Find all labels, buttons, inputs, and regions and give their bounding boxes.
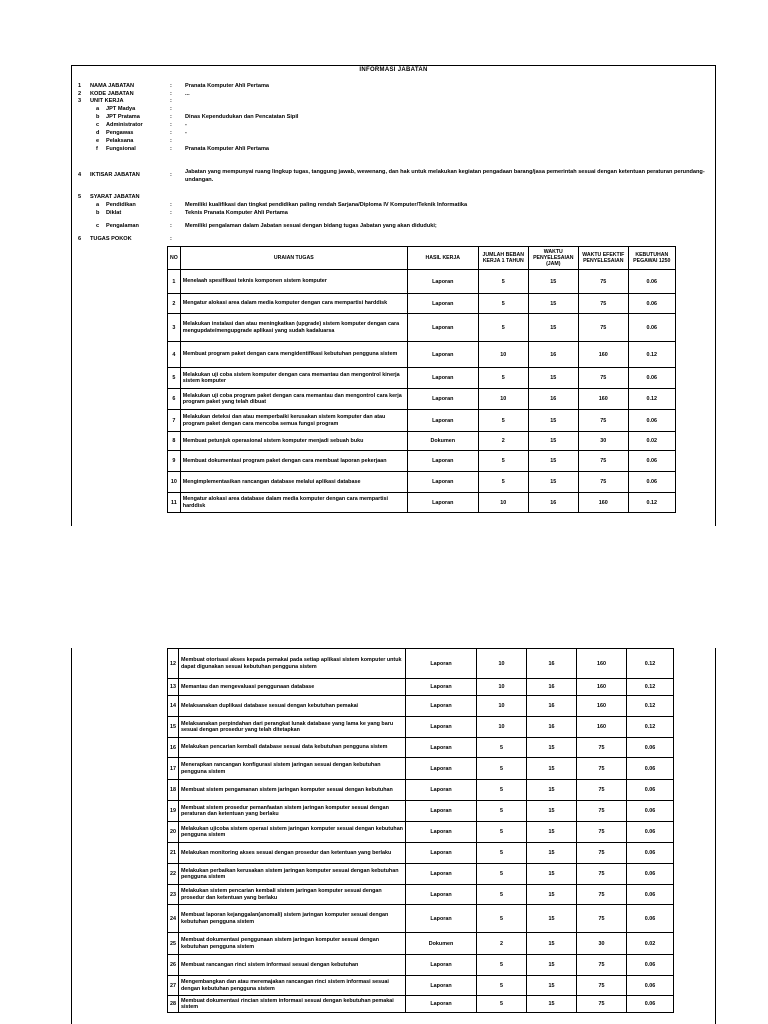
cell-no: 16 — [168, 738, 179, 758]
cell-waktu-efektif: 75 — [578, 294, 628, 314]
cell-jumlah-beban: 5 — [477, 843, 527, 864]
syarat-item-value: Memiliki kualifikasi dan tingkat pendidikan paling rendah Sarjana/Diploma IV Komputer/Teknik Informatika — [185, 202, 468, 208]
cell-kebutuhan-pegawai: 0.06 — [628, 270, 675, 294]
cell-waktu-efektif: 75 — [577, 976, 627, 996]
cell-hasil-kerja: Laporan — [406, 955, 477, 976]
cell-jumlah-beban: 5 — [477, 758, 527, 780]
document-page-1 — [71, 65, 716, 526]
header-row-label: KODE JABATAN — [90, 91, 134, 97]
col-header-kebutuhan: KEBUTUHAN PEGAWAI 1250 — [628, 247, 675, 270]
cell-jumlah-beban: 5 — [478, 410, 528, 432]
header-row-colon: : — [170, 114, 172, 120]
syarat-label: SYARAT JABATAN — [90, 194, 140, 200]
cell-no: 25 — [168, 933, 179, 955]
cell-uraian-tugas: Membuat laporan kejanggalan(anomali) sistem jaringan komputer sesuai dengan kebutuhan pengguna sistem — [179, 905, 406, 933]
cell-waktu-penyelesaian: 15 — [528, 432, 578, 451]
cell-waktu-penyelesaian: 15 — [527, 738, 577, 758]
cell-no: 21 — [168, 843, 179, 864]
cell-waktu-efektif: 75 — [578, 410, 628, 432]
cell-hasil-kerja: Laporan — [406, 696, 477, 717]
cell-kebutuhan-pegawai: 0.06 — [627, 976, 674, 996]
header-row-colon: : — [170, 83, 172, 89]
header-row-label: JPT Pratama — [106, 114, 140, 120]
table-row — [168, 996, 674, 1013]
cell-hasil-kerja: Laporan — [407, 368, 478, 389]
cell-waktu-efektif: 75 — [577, 885, 627, 905]
cell-waktu-penyelesaian: 15 — [527, 801, 577, 822]
cell-waktu-efektif: 75 — [577, 864, 627, 885]
header-row-colon: : — [170, 138, 172, 144]
cell-waktu-penyelesaian: 15 — [528, 294, 578, 314]
cell-jumlah-beban: 2 — [478, 432, 528, 451]
table-row — [168, 905, 674, 933]
cell-no: 3 — [168, 314, 181, 342]
table-row — [168, 493, 676, 513]
header-row-number: 3 — [78, 98, 82, 104]
header-row-number: 2 — [78, 91, 82, 97]
cell-waktu-efektif: 75 — [577, 738, 627, 758]
header-row-label: Pelaksana — [106, 138, 134, 144]
cell-kebutuhan-pegawai: 0.06 — [627, 885, 674, 905]
cell-uraian-tugas: Menerapkan rancangan konfigurasi sistem jaringan sesuai dengan kebutuhan pengguna sistem — [179, 758, 406, 780]
cell-kebutuhan-pegawai: 0.12 — [627, 649, 674, 679]
cell-waktu-penyelesaian: 15 — [528, 368, 578, 389]
cell-waktu-penyelesaian: 15 — [527, 955, 577, 976]
cell-uraian-tugas: Mengatur alokasi area database dalam media komputer dengan cara mempartisi harddisk — [180, 493, 407, 513]
cell-no: 12 — [168, 649, 179, 679]
table-row — [168, 801, 674, 822]
cell-uraian-tugas: Membuat petunjuk operasional sistem komputer menjadi sebuah buku — [180, 432, 407, 451]
cell-hasil-kerja: Laporan — [406, 822, 477, 843]
cell-no: 27 — [168, 976, 179, 996]
cell-jumlah-beban: 10 — [478, 493, 528, 513]
cell-waktu-efektif: 160 — [578, 342, 628, 368]
cell-kebutuhan-pegawai: 0.06 — [628, 410, 675, 432]
header-row-value: Pranata Komputer Ahli Pertama — [185, 146, 270, 152]
cell-no: 26 — [168, 955, 179, 976]
cell-waktu-penyelesaian: 16 — [527, 649, 577, 679]
cell-jumlah-beban: 5 — [477, 864, 527, 885]
table-row — [168, 451, 676, 472]
header-row-colon: : — [170, 146, 172, 152]
syarat-item-row — [72, 210, 715, 219]
syarat-item-value: Teknis Pranata Komputer Ahli Pertama — [185, 210, 288, 216]
cell-no: 6 — [168, 389, 181, 410]
cell-waktu-penyelesaian: 15 — [528, 451, 578, 472]
cell-waktu-efektif: 30 — [577, 933, 627, 955]
table-row — [168, 864, 674, 885]
col-header-jumlah: JUMLAH BEBAN KERJA 1 TAHUN — [478, 247, 528, 270]
syarat-item-colon: : — [170, 210, 172, 216]
cell-hasil-kerja: Laporan — [406, 996, 477, 1013]
cell-jumlah-beban: 5 — [478, 294, 528, 314]
table-row — [168, 955, 674, 976]
ikhtisar-colon: : — [170, 172, 172, 178]
cell-uraian-tugas: Melakukan deteksi dan atau memperbaiki kerusakan sistem komputer dan atau program paket dengan cara mencoba semua fungsi program — [180, 410, 407, 432]
col-header-waktu: WAKTU PENYELESAIAN (JAM) — [528, 247, 578, 270]
task-table-page-1 — [167, 246, 676, 513]
cell-kebutuhan-pegawai: 0.06 — [628, 451, 675, 472]
cell-jumlah-beban: 10 — [477, 679, 527, 696]
cell-uraian-tugas: Membuat dokumentasi penggunaan sistem jaringan komputer sesuai dengan kebutuhan pengguna sistem — [179, 933, 406, 955]
cell-uraian-tugas: Melakukan monitoring akses sesuai dengan prosedur dan ketentuan yang berlaku — [179, 843, 406, 864]
table-row — [168, 342, 676, 368]
cell-jumlah-beban: 5 — [477, 955, 527, 976]
cell-kebutuhan-pegawai: 0.06 — [627, 843, 674, 864]
cell-waktu-efektif: 30 — [578, 432, 628, 451]
cell-waktu-efektif: 160 — [577, 696, 627, 717]
header-row-label: NAMA JABATAN — [90, 83, 135, 89]
cell-kebutuhan-pegawai: 0.12 — [627, 696, 674, 717]
cell-jumlah-beban: 5 — [478, 472, 528, 493]
tugas-pokok-colon: : — [170, 236, 172, 242]
cell-no: 1 — [168, 270, 181, 294]
cell-waktu-penyelesaian: 15 — [527, 864, 577, 885]
cell-waktu-penyelesaian: 15 — [527, 780, 577, 801]
table-row — [168, 780, 674, 801]
header-row-letter: c — [96, 122, 100, 128]
table-row — [168, 314, 676, 342]
header-row-label: Administrator — [106, 122, 143, 128]
cell-uraian-tugas: Melakukan uji coba sistem komputer dengan cara memantau dan mengontrol kinerja sistem komputer — [180, 368, 407, 389]
header-row-colon: : — [170, 91, 172, 97]
cell-kebutuhan-pegawai: 0.06 — [627, 758, 674, 780]
cell-uraian-tugas: Mengatur alokasi area dalam media komputer dengan cara mempartisi harddisk — [180, 294, 407, 314]
cell-waktu-penyelesaian: 15 — [528, 472, 578, 493]
cell-hasil-kerja: Laporan — [406, 738, 477, 758]
col-header-uraian: URAIAN TUGAS — [180, 247, 407, 270]
cell-uraian-tugas: Memantau dan mengevaluasi penggunaan database — [179, 679, 406, 696]
cell-no: 18 — [168, 780, 179, 801]
cell-uraian-tugas: Membuat rancangan rinci sistem informasi sesuai dengan kebutuhan — [179, 955, 406, 976]
cell-no: 11 — [168, 493, 181, 513]
cell-waktu-efektif: 75 — [577, 758, 627, 780]
cell-uraian-tugas: Mengimplementasikan rancangan database melalui aplikasi database — [180, 472, 407, 493]
cell-waktu-penyelesaian: 16 — [528, 389, 578, 410]
cell-waktu-efektif: 75 — [578, 270, 628, 294]
syarat-item-row — [72, 223, 715, 232]
cell-uraian-tugas: Melakukan uji coba program paket dengan cara memantau dan mengontrol cara kerja program paket yang telah dibuat — [180, 389, 407, 410]
cell-waktu-efektif: 75 — [577, 955, 627, 976]
cell-hasil-kerja: Laporan — [406, 976, 477, 996]
cell-hasil-kerja: Laporan — [406, 758, 477, 780]
document-page-2 — [71, 648, 716, 1024]
cell-waktu-penyelesaian: 15 — [527, 822, 577, 843]
cell-jumlah-beban: 10 — [477, 649, 527, 679]
cell-hasil-kerja: Laporan — [407, 270, 478, 294]
cell-jumlah-beban: 5 — [478, 270, 528, 294]
cell-jumlah-beban: 5 — [477, 801, 527, 822]
cell-no: 17 — [168, 758, 179, 780]
cell-hasil-kerja: Laporan — [406, 843, 477, 864]
syarat-item-colon: : — [170, 202, 172, 208]
cell-jumlah-beban: 5 — [478, 368, 528, 389]
cell-waktu-penyelesaian: 15 — [527, 905, 577, 933]
cell-jumlah-beban: 10 — [477, 717, 527, 738]
cell-uraian-tugas: Melakukan perbaikan kerusakan sistem jaringan komputer sesuai dengan kebutuhan pengguna sistem — [179, 864, 406, 885]
ikhtisar-label: IKTISAR JABATAN — [90, 172, 140, 178]
cell-hasil-kerja: Laporan — [407, 294, 478, 314]
table-row — [168, 758, 674, 780]
cell-jumlah-beban: 10 — [478, 389, 528, 410]
cell-no: 7 — [168, 410, 181, 432]
cell-uraian-tugas: Membuat sistem prosedur pemanfaatan sistem jaringan komputer sesuai dengan peraturan dan ketentuan yang berlaku — [179, 801, 406, 822]
col-header-efektif: WAKTU EFEKTIF PENYELESAIAN — [578, 247, 628, 270]
header-row-letter: f — [96, 146, 98, 152]
cell-no: 28 — [168, 996, 179, 1013]
cell-jumlah-beban: 2 — [477, 933, 527, 955]
cell-waktu-penyelesaian: 15 — [527, 758, 577, 780]
cell-waktu-penyelesaian: 15 — [527, 933, 577, 955]
cell-waktu-penyelesaian: 15 — [528, 314, 578, 342]
cell-waktu-efektif: 75 — [578, 451, 628, 472]
cell-jumlah-beban: 10 — [478, 342, 528, 368]
cell-kebutuhan-pegawai: 0.06 — [627, 822, 674, 843]
cell-kebutuhan-pegawai: 0.12 — [628, 389, 675, 410]
cell-waktu-efektif: 75 — [578, 472, 628, 493]
cell-uraian-tugas: Membuat dokumentasi program paket dengan cara membuat laporan pekerjaan — [180, 451, 407, 472]
cell-waktu-efektif: 75 — [577, 822, 627, 843]
cell-hasil-kerja: Laporan — [406, 649, 477, 679]
tugas-pokok-label: TUGAS POKOK — [90, 236, 132, 242]
cell-waktu-penyelesaian: 16 — [527, 696, 577, 717]
cell-no: 10 — [168, 472, 181, 493]
cell-no: 15 — [168, 717, 179, 738]
cell-waktu-penyelesaian: 16 — [528, 342, 578, 368]
syarat-number: 5 — [78, 194, 82, 200]
cell-kebutuhan-pegawai: 0.06 — [627, 996, 674, 1013]
cell-jumlah-beban: 10 — [477, 696, 527, 717]
header-row-colon: : — [170, 130, 172, 136]
cell-kebutuhan-pegawai: 0.12 — [628, 493, 675, 513]
cell-jumlah-beban: 5 — [477, 738, 527, 758]
header-row-colon: : — [170, 106, 172, 112]
table-row — [168, 410, 676, 432]
syarat-item-value: Memiliki pengalaman dalam Jabatan sesuai dengan bidang tugas Jabatan yang akan diduduki; — [185, 223, 437, 229]
syarat-item-label: Pendidikan — [106, 202, 136, 208]
table-row — [168, 270, 676, 294]
header-row-colon: : — [170, 122, 172, 128]
cell-hasil-kerja: Laporan — [407, 389, 478, 410]
table-row — [168, 976, 674, 996]
cell-waktu-penyelesaian: 15 — [527, 976, 577, 996]
cell-hasil-kerja: Laporan — [406, 780, 477, 801]
cell-hasil-kerja: Laporan — [407, 342, 478, 368]
cell-waktu-penyelesaian: 16 — [527, 679, 577, 696]
syarat-item-label: Diklat — [106, 210, 122, 216]
cell-kebutuhan-pegawai: 0.06 — [627, 864, 674, 885]
cell-waktu-efektif: 75 — [577, 843, 627, 864]
header-row-label: UNIT KERJA — [90, 98, 124, 104]
table-row — [168, 389, 676, 410]
cell-hasil-kerja: Laporan — [406, 801, 477, 822]
cell-kebutuhan-pegawai: 0.06 — [627, 955, 674, 976]
cell-hasil-kerja: Laporan — [406, 905, 477, 933]
header-row-letter: e — [96, 138, 100, 144]
header-row-value: ... — [185, 91, 190, 97]
cell-kebutuhan-pegawai: 0.12 — [627, 679, 674, 696]
cell-waktu-efektif: 160 — [577, 717, 627, 738]
header-row-label: JPT Madya — [106, 106, 136, 112]
syarat-item-letter: b — [96, 210, 100, 216]
cell-waktu-efektif: 75 — [577, 780, 627, 801]
cell-hasil-kerja: Laporan — [406, 864, 477, 885]
syarat-item-colon: : — [170, 223, 172, 229]
cell-jumlah-beban: 5 — [477, 976, 527, 996]
table-row — [168, 843, 674, 864]
header-row-letter: d — [96, 130, 100, 136]
cell-no: 2 — [168, 294, 181, 314]
cell-no: 4 — [168, 342, 181, 368]
cell-waktu-penyelesaian: 15 — [527, 996, 577, 1013]
cell-uraian-tugas: Membuat sistem pengamanan sistem jaringan komputer sesuai dengan kebutuhan — [179, 780, 406, 801]
cell-waktu-penyelesaian: 15 — [527, 843, 577, 864]
cell-waktu-penyelesaian: 15 — [528, 270, 578, 294]
cell-waktu-efektif: 160 — [578, 493, 628, 513]
cell-no: 19 — [168, 801, 179, 822]
cell-uraian-tugas: Melakukan pencarian kembali database sesuai data kebutuhan pengguna sistem — [179, 738, 406, 758]
header-row-value: Pranata Komputer Ahli Pertama — [185, 83, 270, 89]
cell-kebutuhan-pegawai: 0.06 — [627, 801, 674, 822]
cell-hasil-kerja: Laporan — [407, 451, 478, 472]
cell-no: 5 — [168, 368, 181, 389]
cell-waktu-penyelesaian: 15 — [528, 410, 578, 432]
syarat-item-label: Pengalaman — [106, 223, 139, 229]
table-header-row — [168, 247, 676, 270]
cell-waktu-efektif: 75 — [577, 905, 627, 933]
cell-jumlah-beban: 5 — [477, 996, 527, 1013]
header-row-number: 1 — [78, 83, 82, 89]
document-title: INFORMASI JABATAN — [359, 67, 428, 73]
header-row-value: - — [185, 122, 187, 128]
cell-uraian-tugas: Membuat dokumentasi rincian sistem informasi sesuai dengan kebutuhan pemakai sistem — [179, 996, 406, 1013]
cell-no: 13 — [168, 679, 179, 696]
table-row — [168, 432, 676, 451]
cell-waktu-efektif: 75 — [577, 801, 627, 822]
cell-no: 14 — [168, 696, 179, 717]
cell-kebutuhan-pegawai: 0.06 — [627, 780, 674, 801]
cell-kebutuhan-pegawai: 0.12 — [628, 342, 675, 368]
table-row — [168, 696, 674, 717]
cell-waktu-efektif: 75 — [577, 996, 627, 1013]
table-row — [168, 294, 676, 314]
cell-no: 20 — [168, 822, 179, 843]
table-row — [168, 649, 674, 679]
cell-uraian-tugas: Membuat program paket dengan cara mengidentifikasi kebutuhan pengguna sistem — [180, 342, 407, 368]
cell-no: 23 — [168, 885, 179, 905]
table-row — [168, 822, 674, 843]
col-header-hasil: HASIL KERJA — [407, 247, 478, 270]
cell-kebutuhan-pegawai: 0.06 — [628, 294, 675, 314]
header-row-letter: b — [96, 114, 100, 120]
table-row — [168, 717, 674, 738]
table-row — [168, 472, 676, 493]
cell-waktu-efektif: 160 — [578, 389, 628, 410]
cell-uraian-tugas: Melaksanakan perpindahan dari perangkat lunak database yang lama ke yang baru sesuai dengan prosedur yang telah ditetapkan — [179, 717, 406, 738]
cell-no: 22 — [168, 864, 179, 885]
task-table-page-2 — [167, 648, 674, 1013]
cell-uraian-tugas: Membuat otorisasi akses kepada pemakai pada setiap aplikasi sistem komputer untuk dapat digunakan sesuai kebutuhan pengguna sistem — [179, 649, 406, 679]
tugas-pokok-number: 6 — [78, 236, 82, 242]
cell-kebutuhan-pegawai: 0.02 — [627, 933, 674, 955]
cell-jumlah-beban: 5 — [477, 905, 527, 933]
cell-hasil-kerja: Laporan — [406, 679, 477, 696]
cell-uraian-tugas: Melakukan instalasi dan atau meningkatkan (upgrade) sistem komputer dengan cara mengupdate/mengupgrade aplikasi yang sudah kadaluarsa — [180, 314, 407, 342]
header-row-value: - — [185, 130, 187, 136]
cell-hasil-kerja: Laporan — [406, 885, 477, 905]
cell-waktu-efektif: 160 — [577, 649, 627, 679]
cell-hasil-kerja: Laporan — [407, 493, 478, 513]
cell-no: 24 — [168, 905, 179, 933]
cell-kebutuhan-pegawai: 0.12 — [627, 717, 674, 738]
cell-uraian-tugas: Melaksanakan duplikasi database sesuai dengan kebutuhan pemakai — [179, 696, 406, 717]
cell-jumlah-beban: 5 — [478, 451, 528, 472]
header-row-value: Dinas Kependudukan dan Pencatatan Sipil — [185, 114, 299, 120]
cell-hasil-kerja: Dokumen — [407, 432, 478, 451]
col-header-no: NO — [168, 247, 181, 270]
ikhtisar-number: 4 — [78, 172, 82, 178]
cell-no: 8 — [168, 432, 181, 451]
header-row-label: Fungsional — [106, 146, 136, 152]
cell-waktu-penyelesaian: 16 — [527, 717, 577, 738]
cell-uraian-tugas: Menelaah spesifikasi teknis komponen sistem komputer — [180, 270, 407, 294]
cell-kebutuhan-pegawai: 0.06 — [628, 314, 675, 342]
cell-waktu-penyelesaian: 16 — [528, 493, 578, 513]
cell-kebutuhan-pegawai: 0.02 — [628, 432, 675, 451]
cell-jumlah-beban: 5 — [477, 822, 527, 843]
header-row-letter: a — [96, 106, 100, 112]
cell-hasil-kerja: Dokumen — [406, 933, 477, 955]
table-row — [168, 933, 674, 955]
table-row — [168, 368, 676, 389]
table-row — [168, 885, 674, 905]
cell-waktu-efektif: 160 — [577, 679, 627, 696]
cell-jumlah-beban: 5 — [477, 885, 527, 905]
syarat-item-letter: c — [96, 223, 100, 229]
cell-waktu-penyelesaian: 15 — [527, 885, 577, 905]
header-row-colon: : — [170, 98, 172, 104]
cell-jumlah-beban: 5 — [478, 314, 528, 342]
ikhtisar-text: Jabatan yang mempunyai ruang lingkup tugas, tanggung jawab, wewenang, dan hak untuk melakukan kegiatan pengadaan barang/jasa pemerintah sesuai dengan ketentuan peraturan perundang-undangan. — [185, 169, 705, 183]
cell-uraian-tugas: Melakukan sistem pencarian kembali sistem jaringan komputer sesuai dengan prosedur dan ketentuan yang berlaku — [179, 885, 406, 905]
table-row — [168, 738, 674, 758]
syarat-item-letter: a — [96, 202, 100, 208]
cell-hasil-kerja: Laporan — [407, 314, 478, 342]
cell-waktu-efektif: 75 — [578, 314, 628, 342]
cell-hasil-kerja: Laporan — [407, 472, 478, 493]
header-row — [72, 146, 715, 155]
cell-hasil-kerja: Laporan — [406, 717, 477, 738]
cell-uraian-tugas: Melakukan ujicoba sistem operasi sistem jaringan komputer sesuai dengan kebutuhan pengguna sistem — [179, 822, 406, 843]
cell-jumlah-beban: 5 — [477, 780, 527, 801]
tugas-pokok-row — [72, 236, 715, 245]
cell-kebutuhan-pegawai: 0.06 — [628, 368, 675, 389]
cell-uraian-tugas: Mengembangkan dan atau meremajakan rancangan rinci sistem informasi sesuai dengan kebutuhan pengguna sistem — [179, 976, 406, 996]
cell-kebutuhan-pegawai: 0.06 — [628, 472, 675, 493]
header-row-label: Pengawas — [106, 130, 134, 136]
cell-kebutuhan-pegawai: 0.06 — [627, 905, 674, 933]
cell-kebutuhan-pegawai: 0.06 — [627, 738, 674, 758]
table-row — [168, 679, 674, 696]
cell-hasil-kerja: Laporan — [407, 410, 478, 432]
cell-no: 9 — [168, 451, 181, 472]
cell-waktu-efektif: 75 — [578, 368, 628, 389]
